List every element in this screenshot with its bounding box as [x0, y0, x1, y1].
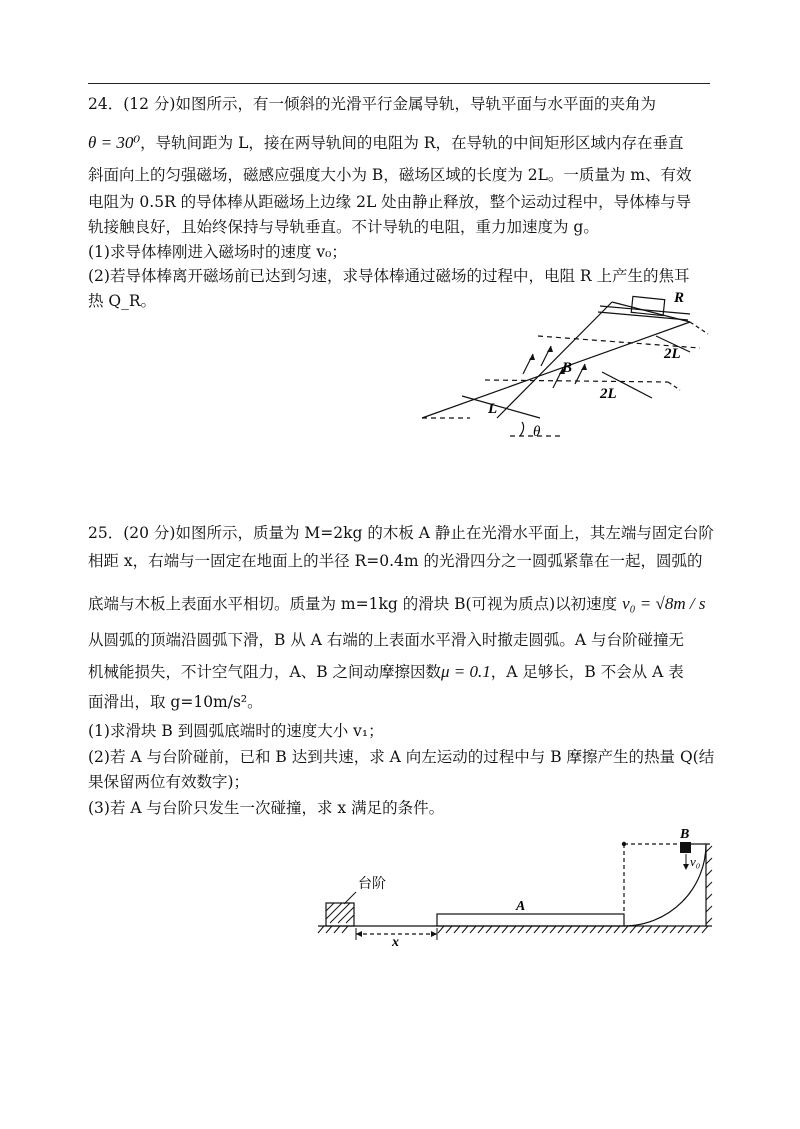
slider-B — [680, 842, 691, 853]
label-x: x — [392, 935, 399, 950]
q25-line-5-text: 机械能损失，不计空气阻力，A、B 之间动摩擦因数 — [88, 663, 442, 681]
q25-part-1: (1)求滑块 B 到圆弧底端时的速度大小 v₁； — [88, 722, 384, 740]
label-2L-mid: 2L — [600, 386, 617, 402]
q24-part-2: (2)若导体棒离开磁场前已达到匀速，求导体棒通过磁场的过程中，电阻 R 上产生的焦耳 — [88, 267, 690, 285]
label-A: A — [516, 899, 526, 914]
label-L: L — [488, 401, 498, 417]
q25-part-2-cont: 果保留两位有效数字)； — [88, 773, 250, 791]
q25-part-2: (2)若 A 与台阶碰前，已和 B 达到共速，求 A 向左运动的过程中与 B 摩擦产生的热量 Q(结 — [88, 748, 715, 766]
q25-line-1: 25．(20 分)如图所示，质量为 M=2kg 的木板 A 静止在光滑水平面上，其左端与固定台阶 — [88, 524, 714, 542]
arc-center — [622, 842, 626, 846]
q25-v0-formula: v₀ = √8m / s — [622, 594, 706, 613]
step-leader — [344, 892, 356, 904]
label-B-slider: B — [680, 827, 690, 842]
label-R: R — [674, 290, 685, 306]
label-step: 台阶 — [358, 877, 386, 892]
q24-line-3: 斜面向上的匀强磁场，磁感应强度大小为 B，磁场区域的长度为 2L。一质量为 m、有效 — [88, 166, 692, 184]
label-B: B — [562, 360, 573, 376]
label-theta: θ — [533, 424, 541, 440]
q25-line-4: 从圆弧的顶端沿圆弧下滑，B 从 A 右端的上表面水平滑入时撤走圆弧。A 与台阶碰撞无 — [88, 631, 684, 649]
q25-line-2: 相距 x，右端与一固定在地面上的半径 R=0.4m 的光滑四分之一圆弧紧靠在一起，圆弧的 — [88, 552, 703, 570]
q24-line-5: 轨接触良好，且始终保持与导轨垂直。不计导轨的电阻，重力加速度为 g。 — [88, 218, 599, 236]
q25-line-5-tail: ，A 足够长，B 不会从 A 表 — [490, 663, 684, 681]
q24-line-4: 电阻为 0.5R 的导体棒从距磁场上边缘 2L 处由静止释放，整个运动过程中，导体棒与导 — [88, 193, 692, 211]
q24-part-2-cont: 热 Q_R。 — [88, 292, 157, 310]
q25-mu-formula: μ = 0.1 — [441, 662, 491, 681]
q24-line-2-text: ，导轨间距为 L，接在两导轨间的电阻为 R，在导轨的中间矩形区域内存在垂直 — [140, 134, 684, 152]
label-2L-top: 2L — [664, 346, 681, 362]
q25-line-3-text: 底端与木板上表面水平相切。质量为 m=1kg 的滑块 B(可视为质点)以初速度 — [88, 595, 618, 613]
board-A — [437, 914, 624, 926]
q24-part-1: (1)求导体棒刚进入磁场时的速度 v₀； — [88, 243, 347, 261]
q24-angle-formula: θ = 30⁰ — [88, 133, 141, 152]
label-v0: v₀ — [690, 854, 701, 869]
q25-line-6: 面滑出，取 g=10m/s²。 — [88, 693, 263, 711]
q24-line-1: 24．(12 分)如图所示，有一倾斜的光滑平行金属导轨，导轨平面与水平面的夹角为 — [88, 95, 656, 113]
q25-part-3: (3)若 A 与台阶只发生一次碰撞，求 x 满足的条件。 — [88, 799, 445, 817]
